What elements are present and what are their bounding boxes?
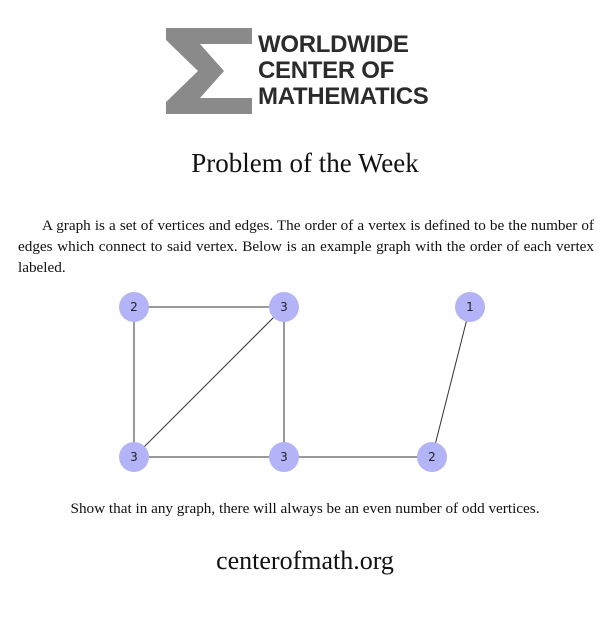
page-title: Problem of the Week — [191, 148, 419, 178]
logo-line-2: CENTER OF — [258, 57, 394, 84]
graph-vertex — [119, 292, 149, 322]
logo-wordmark — [258, 32, 428, 110]
vertex-order-label: 3 — [280, 300, 288, 314]
vertex-order-label: 1 — [466, 300, 474, 314]
logo-line-3: MATHEMATICS — [258, 83, 429, 110]
vertex-order-label: 3 — [280, 450, 288, 464]
graph-vertex — [417, 442, 447, 472]
graph-vertices — [119, 292, 485, 472]
graph-vertex — [119, 442, 149, 472]
graph-vertex — [269, 442, 299, 472]
intro-paragraph: A graph is a set of vertices and edges. The order of a vertex is defined to be the number of edges which connect to said vertex. Below is an example graph with the order of each vertex labeled. — [18, 217, 594, 276]
problem-question: Show that in any graph, there will always be an even number of odd vertices. — [70, 500, 540, 517]
graph-vertex — [269, 292, 299, 322]
logo-line-1: WORLDWIDE — [258, 31, 409, 58]
graph-edge — [134, 307, 284, 457]
wcm-logo — [166, 28, 456, 118]
vertex-order-label: 2 — [130, 300, 138, 314]
example-graph — [0, 285, 610, 475]
graph-edge — [432, 307, 470, 457]
vertex-order-label: 2 — [428, 450, 436, 464]
vertex-order-label: 3 — [130, 450, 138, 464]
graph-edges — [134, 307, 470, 457]
site-url: centerofmath.org — [216, 546, 394, 575]
sigma-icon — [166, 28, 258, 114]
graph-vertex — [455, 292, 485, 322]
